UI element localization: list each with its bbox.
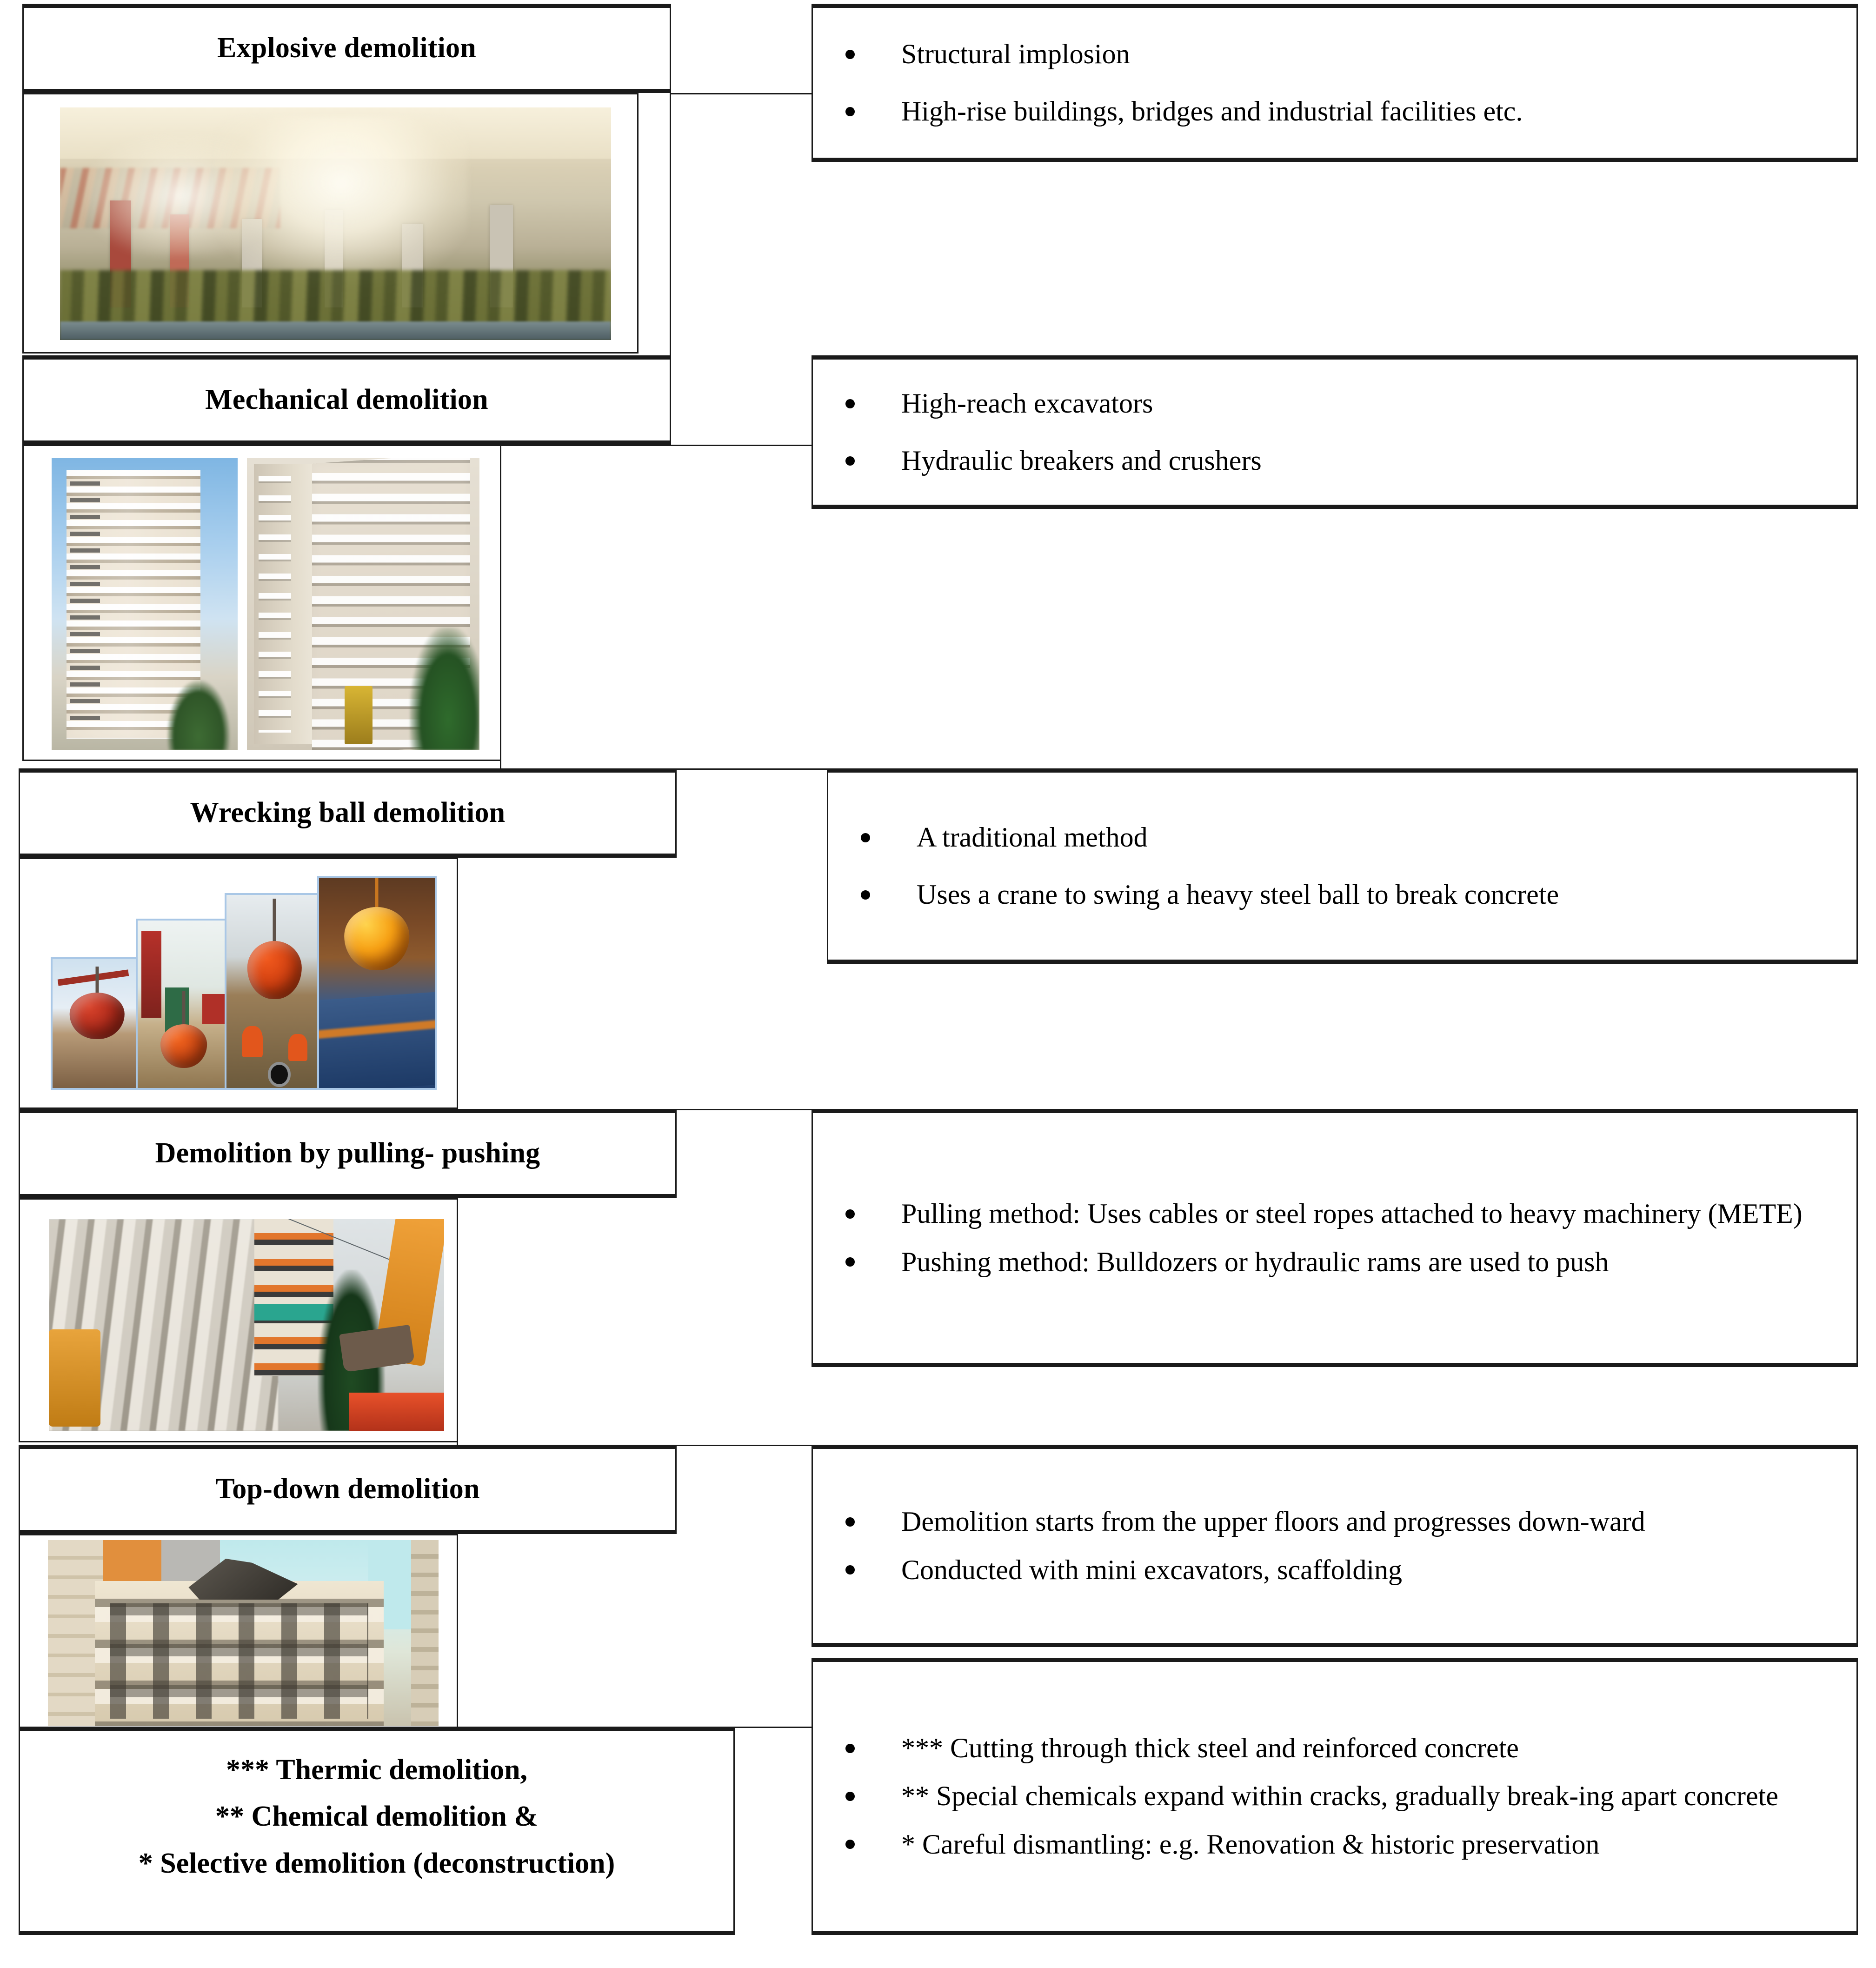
connector-line <box>457 1109 812 1110</box>
connector-line <box>457 858 458 1109</box>
title-box-mechanical <box>22 355 671 445</box>
title-selective: * Selective demolition (deconstruction) <box>138 1847 615 1879</box>
title-box-wrecking-ball <box>19 768 677 858</box>
pulling-pushing-photo <box>49 1219 444 1431</box>
connector-line <box>457 1445 812 1446</box>
connector-line <box>500 445 812 446</box>
bullet-text: Structural implosion <box>901 39 1130 69</box>
title-pulling-pushing: Demolition by pulling- pushing <box>155 1137 540 1169</box>
bullet-icon <box>845 399 855 408</box>
list-item <box>813 376 1841 431</box>
title-box-other-methods <box>19 1727 735 1935</box>
top-down-demolition-photo <box>48 1540 439 1726</box>
photo-box-pulling-pushing <box>19 1198 458 1442</box>
bullet-text: *** Cutting through thick steel and reinforced concrete <box>901 1733 1519 1764</box>
list-item <box>813 1822 1841 1867</box>
list-item <box>828 810 1841 865</box>
wrecking-ball-photo <box>51 876 437 1090</box>
bullet-icon <box>845 456 855 466</box>
bullet-text: Pulling method: Uses cables or steel ropes attached to heavy machinery (METE) <box>901 1198 1803 1229</box>
bullets-mechanical <box>812 355 1858 509</box>
connector-line <box>457 1198 458 1445</box>
bullet-icon <box>845 1840 855 1849</box>
bullets-pulling-pushing <box>812 1109 1858 1367</box>
list-item <box>813 434 1841 488</box>
connector-line <box>675 768 827 770</box>
wrecking-ball-panel-3 <box>225 893 325 1090</box>
bullet-icon <box>845 1565 855 1574</box>
bullet-icon <box>845 1517 855 1527</box>
mechanical-demolition-photo-right <box>247 458 479 750</box>
wrecking-ball-panel-2 <box>136 919 233 1090</box>
bullet-text: A traditional method <box>917 822 1148 853</box>
bullet-icon <box>845 1792 855 1801</box>
photo-box-wrecking-ball <box>19 858 458 1109</box>
bullet-icon <box>845 50 855 59</box>
bullet-text: High-reach excavators <box>901 388 1153 419</box>
connector-line <box>457 1534 458 1729</box>
bullet-text: Conducted with mini excavators, scaffolding <box>901 1554 1402 1585</box>
photo-box-mechanical <box>22 445 501 761</box>
title-box-pulling-pushing <box>19 1109 677 1198</box>
connector-line <box>670 93 812 94</box>
list-item <box>828 867 1841 922</box>
bullet-icon <box>845 107 855 116</box>
bullet-text: Uses a crane to swing a heavy steel ball to break concrete <box>917 879 1559 910</box>
bullet-icon <box>845 1257 855 1267</box>
explosive-demolition-photo <box>60 107 611 340</box>
bullet-text: * Careful dismantling: e.g. Renovation & historic preservation <box>901 1828 1600 1860</box>
bullet-icon <box>861 890 870 900</box>
connector-line <box>670 93 671 355</box>
mechanical-demolition-photo-left <box>52 458 238 750</box>
title-thermic: *** Thermic demolition, <box>226 1754 528 1786</box>
wrecking-ball-panel-4 <box>317 876 437 1090</box>
bullet-icon <box>845 1209 855 1219</box>
title-explosive: Explosive demolition <box>217 32 476 64</box>
photo-box-explosive <box>22 93 639 354</box>
list-item <box>813 1548 1841 1593</box>
bullet-text: Pushing method: Bulldozers or hydraulic rams are used to push <box>901 1246 1609 1277</box>
title-mechanical: Mechanical demolition <box>205 384 488 416</box>
bullet-text: ** Special chemicals expand within cracks, gradually break-ing apart concrete <box>901 1781 1778 1812</box>
list-item <box>813 27 1841 81</box>
list-item <box>813 1726 1841 1771</box>
bullets-top-down <box>812 1445 1858 1647</box>
wrecking-ball-panel-1 <box>51 957 143 1090</box>
connector-line <box>500 445 501 768</box>
title-top-down: Top-down demolition <box>215 1473 480 1505</box>
list-item <box>813 84 1841 139</box>
list-item <box>813 1240 1841 1285</box>
title-chemical: ** Chemical demolition & <box>215 1801 538 1833</box>
bullet-icon <box>845 1744 855 1753</box>
bullet-text: High-rise buildings, bridges and industrial facilities etc. <box>901 96 1523 127</box>
photo-box-top-down <box>19 1534 458 1729</box>
bullets-other-methods <box>812 1658 1858 1935</box>
list-item <box>813 1191 1841 1236</box>
bullet-icon <box>861 833 870 842</box>
list-item <box>813 1499 1841 1544</box>
title-wrecking-ball: Wrecking ball demolition <box>190 797 506 829</box>
connector-line <box>733 1727 812 1728</box>
bullets-wrecking-ball <box>827 768 1858 964</box>
bullet-text: Demolition starts from the upper floors and progresses down-ward <box>901 1506 1645 1537</box>
list-item <box>813 1774 1841 1819</box>
bullet-text: Hydraulic breakers and crushers <box>901 445 1262 476</box>
bullets-explosive <box>812 4 1858 162</box>
title-box-top-down <box>19 1445 677 1534</box>
title-box-explosive <box>22 4 671 93</box>
